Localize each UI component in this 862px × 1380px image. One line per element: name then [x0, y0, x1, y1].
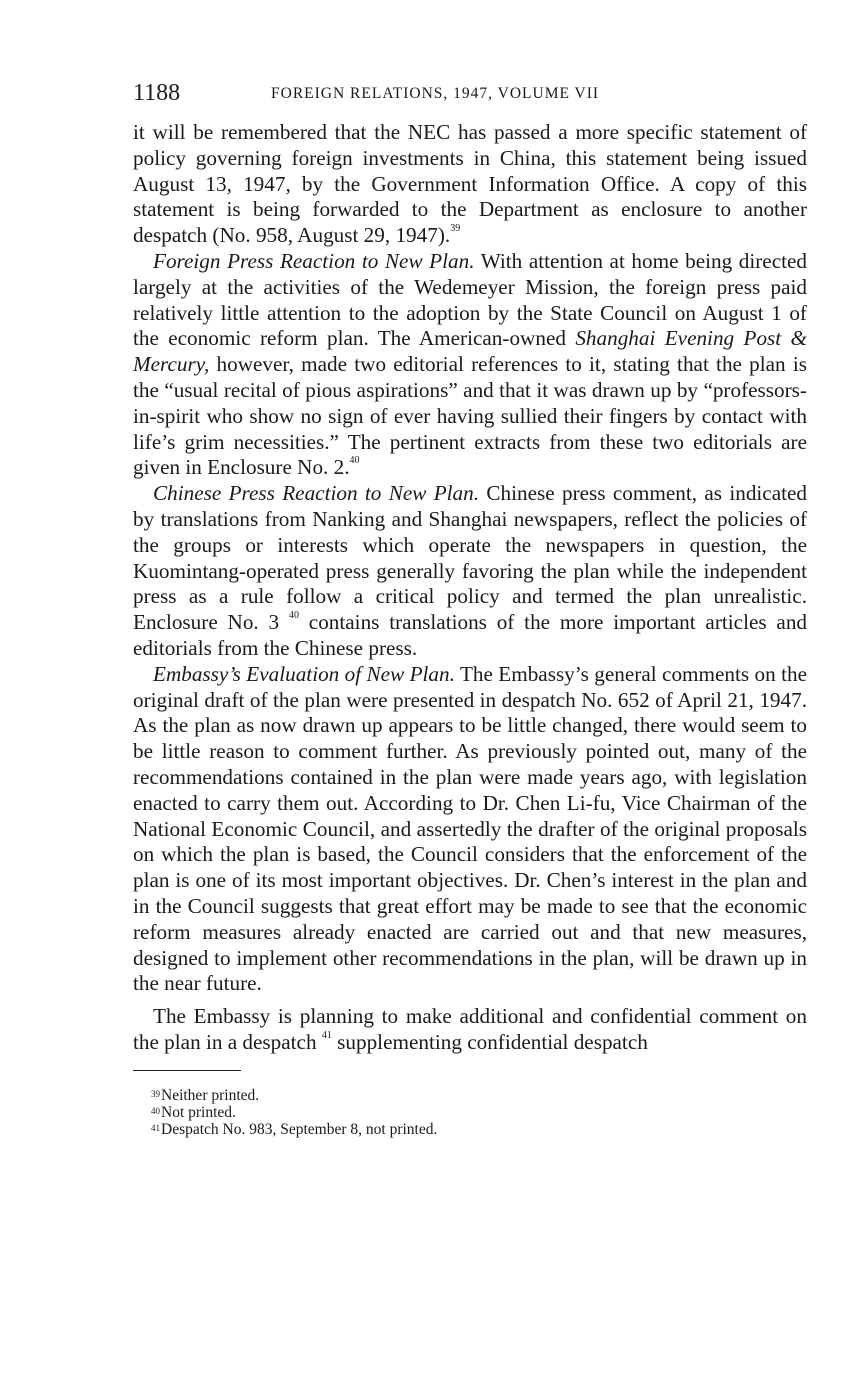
footnote-41 [151, 1121, 807, 1138]
paragraph-text: contains translations of the more important articles and editorials from the Chinese press. [133, 610, 808, 660]
footnote-39 [151, 1087, 807, 1104]
page-header [133, 78, 807, 112]
section-heading-chinese-press: Chinese Press Reaction to New Plan. [153, 481, 480, 506]
paragraph-text: The Embassy is planning to make additional and confidential comment on the plan in a despatch [133, 1004, 807, 1054]
paragraph-text: supplementing confidential despatch [337, 1029, 648, 1054]
paragraph-embassy-evaluation [133, 662, 807, 997]
paragraph-nec-statement [133, 120, 807, 249]
page-number: 1188 [133, 80, 181, 106]
footnote-text: Neither printed. [161, 1086, 260, 1104]
footnote-divider [133, 1070, 241, 1071]
footnote-text: Not printed. [161, 1103, 236, 1121]
document-page [133, 78, 807, 1138]
paragraph-text: it will be remembered that the NEC has passed a more specific statement of policy governing foreign investments in China, this statement being issued August 13, 1947, by the Government Information Office. A copy of this statement is being forwarded to the Department as enclosure to another despatch (No. 958, August 29, 1947). [133, 120, 807, 248]
paragraph-text: however, made two editorial references to it, stating that the plan is the “usual recital of pious aspirations” and that it was drawn up by “professors-in-spirit who show no sign of ever having sullied their fingers by contact with life’s grim necessities.” The pertinent extracts from these two editorials are given in Enclosure No. 2. [133, 352, 808, 480]
body-text [133, 120, 807, 1056]
paragraph-embassy-planning [133, 1004, 807, 1056]
footnote-ref-41[interactable]: 41 [321, 1029, 332, 1041]
footnote-ref-40[interactable]: 40 [349, 455, 360, 467]
footnote-mark: 39 [151, 1088, 160, 1099]
paragraph-chinese-press [133, 481, 807, 662]
section-heading-embassy-evaluation: Embassy’s Evaluation of New Plan. [153, 661, 455, 686]
running-head: FOREIGN RELATIONS, 1947, VOLUME VII [271, 85, 600, 102]
newspaper-title: Shanghai Evening Post & Mercury, [133, 326, 808, 377]
footnote-mark: 40 [151, 1105, 160, 1116]
footnote-text: Despatch No. 983, September 8, not printed. [161, 1120, 438, 1138]
footnote-ref-39[interactable]: 39 [450, 223, 461, 235]
paragraph-text: The Embassy’s general comments on the original draft of the plan were presented in despatch No. 652 of April 21, 1947. As the plan as now drawn up appears to be little changed, there would seem to be little reason to comment further. As previously pointed out, many of the recommendations contained in the plan were made years ago, with legislation enacted to carry them out. According to Dr. Chen Li-fu, Vice Chairman of the National Economic Council, and assertedly the drafter of the original proposals on which the plan is based, the Council considers that the enforcement of the plan is one of its most important objectives. Dr. Chen’s interest in the plan and in the Council suggests that great effort may be made to see that the economic reform measures already enacted are carried out and that new measures, designed to implement other recommendations in the plan, will be drawn up in the near future. [133, 661, 807, 996]
paragraph-text: With attention at home being directed largely at the activities of the Wedemeyer Mission, the foreign press paid relatively little attention to the adoption by the State Council on August 1 of the economic reform plan. The American-owned [133, 248, 807, 351]
paragraph-foreign-press [133, 249, 807, 481]
footnotes [133, 1087, 807, 1138]
footnote-ref-40[interactable]: 40 [288, 610, 299, 622]
section-heading-foreign-press: Foreign Press Reaction to New Plan. [153, 248, 475, 273]
footnote-40 [151, 1104, 807, 1121]
footnote-mark: 41 [151, 1122, 160, 1133]
paragraph-text: Chinese press comment, as indicated by translations from Nanking and Shanghai newspapers, reflect the policies of the groups or interests which operate the newspapers in question, the Kuomintang-operated press generally favoring the plan while the independent press as a rule follow a critical policy and termed the plan unrealistic. Enclosure No. 3 [133, 481, 808, 635]
